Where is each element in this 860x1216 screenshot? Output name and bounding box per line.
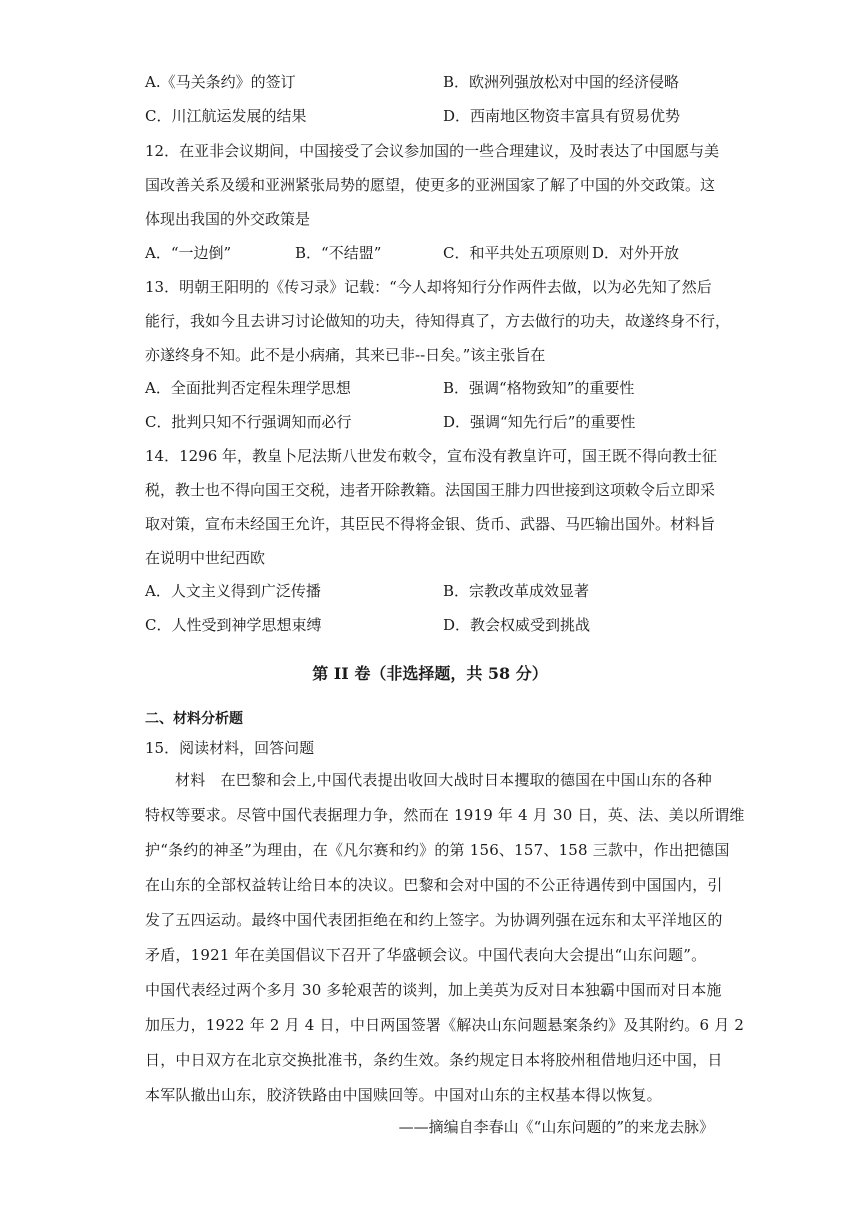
q14-stem-line-3: 取对策，宣布未经国王允许，其臣民不得将金银、货币、武器、马匹输出国外。材料旨 [145,515,716,533]
q12-stem-line-1: 12．在亚非会议期间，中国接受了会议参加国的一些合理建议，及时表达了中国愿与美 [145,142,720,160]
q11-option-d: D．西南地区物资丰富具有贸易优势 [443,107,681,125]
material-line: 中国代表经过两个多月 30 多轮艰苦的谈判，加上美英为反对日本独霸中国而对日本施 [145,981,722,999]
material-line: 矛盾，1921 年在美国倡议下召开了华盛顿会议。中国代表向大会提出“山东问题”。 [145,946,707,964]
q11-option-a: A.《马关条约》的签订 [145,73,296,91]
q14-option-d: D．教会权威受到挑战 [443,616,591,634]
material-line: 加压力，1922 年 2 月 4 日，中日两国签署《解决山东问题悬案条约》及其附约。6 月 2 [145,1016,745,1034]
q13-option-a: A．全面批判否定程朱理学思想 [145,379,351,397]
q11-option-c: C．川江航运发展的结果 [145,107,307,125]
q12-option-d: D．对外开放 [592,244,680,262]
q12-option-b: B．“不结盟” [295,244,382,262]
q13-stem-line-1: 13．明朝王阳明的《传习录》记载：“今人却将知行分作两件去做，以为必先知了然后 [145,278,712,296]
material-line: 特权等要求。尽管中国代表据理力争，然而在 1919 年 4 月 30 日，英、法、美以所谓维 [145,806,745,824]
q12-option-a: A．“一边倒” [145,244,232,262]
q12-stem-line-2: 国改善关系及缓和亚洲紧张局势的愿望，使更多的亚洲国家了解了中国的外交政策。这 [145,176,716,194]
q12-option-c: C．和平共处五项原则 [443,244,590,262]
q14-stem-line-4: 在说明中世纪西欧 [145,549,266,567]
q13-option-c: C．批判只知不行强调知而必行 [145,413,352,431]
section-heading: 二、材料分析题 [145,711,243,727]
q13-stem-line-2: 能行，我如今且去讲习讨论做知的功夫，待知得真了，方去做行的功夫，故遂终身不行， [145,312,731,330]
q13-option-d: D．强调“知先行后”的重要性 [443,413,636,431]
material-line: 在山东的全部权益转让给日本的决议。巴黎和会对中国的不公正待遇传到中国国内，引 [145,876,723,894]
q14-option-a: A．人文主义得到广泛传播 [145,582,321,600]
material-source: ——摘编自李春山《“山东问题的”的来龙去脉》 [398,1118,714,1136]
q14-option-b: B．宗教改革成效显著 [443,582,590,600]
q14-stem-line-1: 14．1296 年，教皇卜尼法斯八世发布敕令，宣布没有教皇许可，国王既不得向教士征 [145,447,718,465]
q14-stem-line-2: 税，教士也不得向国王交税，违者开除教籍。法国国王腓力四世接到这项敕令后立即采 [145,481,716,499]
q15-stem: 15．阅读材料，回答问题 [145,739,315,757]
part-2-title: 第 II 卷（非选择题，共 58 分） [312,664,548,683]
q13-option-b: B．强调“格物致知”的重要性 [443,379,635,397]
material-line: 护“条约的神圣”为理由，在《凡尔赛和约》的第 156、157、158 三款中，作出把德国 [145,841,730,859]
material-line: 日，中日双方在北京交换批准书，条约生效。条约规定日本将胶州租借地归还中国，日 [145,1051,723,1069]
q14-option-c: C．人性受到神学思想束缚 [145,616,322,634]
q11-option-b: B．欧洲列强放松对中国的经济侵略 [443,73,680,91]
q13-stem-line-3: 亦遂终身不知。此不是小病痛，其来已非--日矣。”该主张旨在 [145,346,546,364]
q12-stem-line-3: 体现出我国的外交政策是 [145,210,311,228]
material-line: 本军队撤出山东，胶济铁路由中国赎回等。中国对山东的主权基本得以恢复。 [145,1086,662,1104]
material-line: 材料 在巴黎和会上,中国代表提出收回大战时日本攫取的德国在中国山东的各种 [175,771,712,789]
material-line: 发了五四运动。最终中国代表团拒绝在和约上签字。为协调列强在远东和太平洋地区的 [145,911,723,929]
